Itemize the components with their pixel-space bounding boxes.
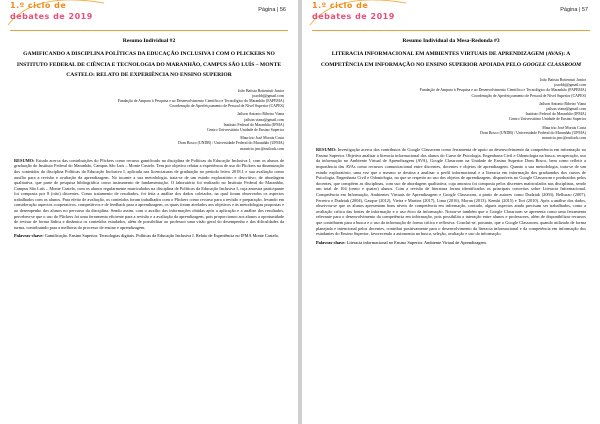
event-logo — [312, 1, 408, 29]
keywords-label: Palavras-chave: — [14, 233, 44, 239]
section-heading: Resumo Individual #2 — [122, 38, 176, 44]
author-name: Maurício José Morais Costa — [542, 125, 586, 130]
right-content — [316, 38, 586, 245]
author-block-2 — [14, 112, 284, 133]
keywords-text: Gamificação. Ensino Superior. Tecnologias digitais. Políticas da Educação Inclusiva I. Relato de Experiência no IFMA Monte Castelo. — [44, 233, 280, 239]
keywords — [14, 233, 284, 239]
author-affiliation: Fundação de Amparo à Pesquisa e ao Desenvolvimento Científico e Tecnológico do Maranhão (FAPEMA) — [117, 98, 284, 103]
author-name: Maurício José Morais Costa — [240, 136, 284, 141]
left-content — [14, 38, 284, 239]
author-block-2 — [316, 102, 586, 123]
author-affiliation: Instituto Federal do Maranhão (IFMA) — [525, 112, 586, 117]
author-affiliation: Dom Bosco (UNDB) / Universidade Federal do Maranhão (UFMA) — [178, 141, 284, 146]
author-email: jailson.viana@gmail.com — [546, 107, 586, 112]
abstract-text: Estudo acerca das contribuições do Plickers como recurso gamificado na disciplina de Políticas da Educação Inclusiva I, com os alunos de graduação do Instituto Federal do Maranhão, Campus São Luís – Monte Castelo. Tem por objetivo relatar a experiência de uso do Plickers na dinamização dos conteúdos da disciplina Políticas da Educação Inclusiva I, aplicada nas licenciaturas de graduação no período letivo 2018.1 e sua avaliação como auxílio para a revisão e avaliação da aprendizagem. No tocante a sua metodologia, trata-se de um estudo exploratório e descritivo, de abordagem qualitativa, que parte de pesquisa bibliográfica como instrumento de fundamentação. O laboratório foi realizado no Instituto Federal do Maranhão, Campus São Luís – Monte Castelo, com os alunos regularmente matriculados na disciplina de Políticas da Educação Inclusiva I, cuja amostra participante foi composta por 8 (oito) discentes. Como tratamento de resultados, foi feita a análise dos dados coletados, na qual foram observados os aspectos trabalhados com os alunos. Para efeito de avaliação, os conteúdos foram trabalhados com o Plickers como recurso para a revisão e preparação, levando em consideração aspectos cooperativos, competitivos e de feedback para a aprendizagem, os quais foram atrelados aos objetivos e às metodologias propostas e ao desempenho dos alunos no percurso da disciplina. Sendo assim, com o auxílio das informações obtidas após a aplicação e a análise dos resultados, percebeu-se que o uso do Plickers foi uma ferramenta eficiente para a revisão e a avaliação da aprendizagem, pois proporcionou aos alunos a oportunidade de revisar de forma lúdica e dinâmica os conteúdos estudados, além de possibilitar ao professor uma visão geral do desempenho e das dificuldades da turma, contribuindo para a melhoria do processo de ensino e aprendizagem. — [14, 157, 285, 230]
author-affiliation: Centro Universitário Unidade de Ensino Superior — [508, 117, 586, 122]
article-title-italic: GOOGLE CLASSROOM — [522, 61, 582, 68]
author-block-3 — [316, 126, 586, 142]
left-page — [0, 0, 298, 424]
abstract — [316, 147, 586, 237]
article-title: GAMIFICANDO A DISCIPLINA POLÍTICAS DA EDUCAÇÃO INCLUSIVA I COM O PLICKERS NO INSTITUTO FEDERAL DE CIÊNCIA E TECNOLOGIA DO MARANHÃO, CAMPUS SÃO LUÍS – MONTE CASTELO: RELATO DE EXPERIÊNCIA NO ENSINO SUPERIOR — [16, 51, 282, 78]
keywords-text: Literacia informacional no Ensino Superior. Ambiente Virtual de Aprendizagem. — [346, 239, 487, 245]
page-header — [302, 0, 600, 30]
author-email: mauricio.jmc@outlook.com — [240, 146, 284, 151]
author-affiliation: Dom Bosco (UNDB) / Universidade Federal do Maranhão (UFMA) — [480, 130, 586, 135]
author-affiliation: Instituto Federal do Maranhão (IFMA) — [223, 122, 284, 127]
event-title-line1: 1.º ciclo de — [10, 1, 67, 10]
page-header — [0, 0, 298, 30]
section-heading: Resumo Individual da Mesa-Redonda #3 — [402, 38, 500, 44]
event-title-line2: debates de 2019 — [10, 12, 93, 21]
keywords — [316, 240, 586, 246]
author-block-1 — [316, 78, 586, 99]
author-affiliation: Coordenação de Aperfeiçoamento de Pessoal de Nível Superior (CAPES) — [471, 93, 586, 98]
author-affiliation: Coordenação de Aperfeiçoamento de Pessoal de Nível Superior (CAPES) — [169, 104, 284, 109]
author-affiliation: Centro Universitário Unidade de Ensino Superior — [206, 127, 284, 132]
author-name: João Batista Bottentuit Junior — [237, 88, 284, 93]
article-title-main: LITERACIA INFORMACIONAL EM AMBIENTES VIRTUAIS DE APRENDIZAGEM (AVAS): A COMPETÊNCIA EM INFORMAÇÃO NO ENSINO SUPERIOR APOIADA PELO — [320, 51, 571, 68]
author-block-3 — [14, 136, 284, 152]
author-block-1 — [14, 89, 284, 110]
abstract-label: RESUMO: — [316, 147, 337, 153]
page-number: Página | 57 — [560, 7, 588, 13]
keywords-label: Palavras-chave: — [316, 239, 346, 245]
event-title-line2: debates de 2019 — [312, 12, 395, 21]
abstract-label: RESUMO: — [14, 157, 35, 163]
header-divider — [10, 30, 288, 31]
author-name: Jaílson Antonio Ribeiro Viana — [237, 112, 284, 117]
page-number: Página | 56 — [258, 7, 286, 13]
abstract — [14, 158, 284, 231]
author-name: João Batista Bottentuit Junior — [539, 78, 586, 82]
event-logo — [10, 1, 106, 29]
article-title — [316, 49, 586, 70]
author-email: jailson.viana@gmail.com — [244, 117, 284, 122]
right-page — [302, 0, 600, 424]
header-divider — [312, 30, 590, 31]
author-email: joaobbj@gmail.com — [252, 93, 284, 98]
event-title-line1: 1.º ciclo de — [312, 1, 369, 10]
author-email: mauricio.jmc@outlook.com — [542, 136, 586, 141]
abstract-text: Investigação acerca dos contributos do Google Classroom como ferramenta de apoio ao desenvolvimento da competência em informação no Ensino Superior. Objetiva analisar a literacia informacional dos alunos do Curso de Psicologia, Engenharia Civil e Odontologia na busca, recuperação, uso da informação no Ambiente Virtual de Aprendizagem (AVA), Google Classroom na Unidade de Ensino Superior Dom Bosco, bem como refletir a importância das AVAs como recursos comunicacional entre discentes, docentes e objetos de aprendizagem. Quanto a sua metodologia, trata-se de um estudo exploratório, uma vez que o mesmo se destina a analisar o perfil informacional e a literacia em informação dos graduandos dos cursos de Psicologia, Engenharia Civil e Odontologia, no que se respeito ao uso dos objetos de aprendizagem, disponíveis no Google Classroom e produzidos pelos docentes, que compõem as disciplinas, com uso de abordagem qualitativa, cuja amostra foi composta pelos discentes matriculados nas disciplinas, sendo um total de 104 (cento e quatro) alunos. Com a revisão de literatura foram identificados os principais conceitos sobre Literacia Informacional, Competência em Informação, Ambientes Virtuais de Aprendizagem e Google Classroom, a partir de autores como Dudziak (2003), Belluzzo (2007), Ferreira e Dudziak (2004), Gasque (2012), Vieira e Martins (2017), Lima (2016), Moran (2013), Kenski (2015) e Tori (2010). Após a análise dos dados, observou-se que os alunos apresentam bons níveis de competência em informação, contudo, alguns aspectos ainda precisam ser trabalhados, como a avaliação crítica das fontes de informação e o uso ético da informação. Notou-se também que o Google Classroom se apresenta como uma ferramenta relevante para o desenvolvimento da competência em informação, pois possibilita a interação entre alunos e professores, além de disponibilizar recursos que contribuem para a busca e o uso da informação de forma crítica e reflexiva. Conclui-se, portanto, que o Google Classroom, quando utilizado de forma planejada e intencional pelos docentes, contribui positivamente para o desenvolvimento da literacia informacional e da competência em informação dos estudantes do Ensino Superior, favorecendo a autonomia na busca, seleção, avaliação e uso da informação. — [316, 147, 586, 237]
author-affiliation: Fundação de Amparo à Pesquisa e ao Desenvolvimento Científico e Tecnológico do Maranhão (FAPEMA) — [419, 88, 586, 93]
author-email: joaobbj@gmail.com — [554, 83, 586, 88]
author-name: Jaílson Antonio Ribeiro Viana — [539, 101, 586, 106]
